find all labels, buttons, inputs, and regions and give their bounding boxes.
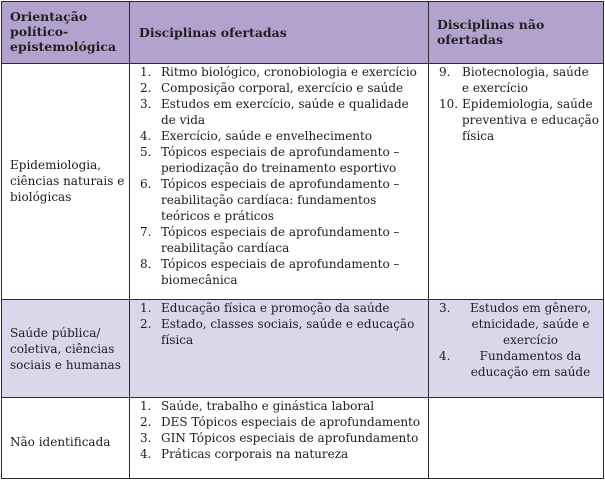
offered-cell [130, 63, 429, 299]
header-cell-not-offered [429, 1, 604, 63]
header-orientation-line-3: epistemológica [10, 39, 117, 54]
header-orientation-line-2: político- [10, 24, 69, 39]
not-offered-cell [429, 397, 604, 479]
not-offered-cell [429, 299, 604, 397]
row-divider [1, 397, 604, 398]
list-item: 1. Educação física e promoção da saúde [140, 301, 390, 315]
row-label-cell [1, 397, 130, 479]
list-item: 1. Saúde, trabalho e ginástica laboral [140, 399, 375, 413]
header-cell-offered [130, 1, 429, 63]
list-item: 2. Estado, classes sociais, saúde e educação física [140, 317, 415, 347]
list-item: 6. Tópicos especiais de aprofundamento – reabilitação cardíaca: fundamentos teóricos e práticos [140, 177, 400, 223]
row-label: Epidemiologia, ciências naturais e biológicas [10, 158, 125, 204]
list-item: 2. Composição corporal, exercício e saúde [140, 81, 404, 95]
list-item: 4. Exercício, saúde e envelhecimento [140, 129, 373, 143]
table-row-epidemiology [1, 63, 604, 299]
not-offered-list [437, 300, 599, 380]
list-item: 7. Tópicos especiais de aprofundamento – reabilitação cardíaca [140, 225, 400, 255]
list-item: 5. Tópicos especiais de aprofundamento – periodização do treinamento esportivo [140, 145, 400, 175]
offered-list [136, 64, 426, 288]
row-divider [1, 299, 604, 300]
offered-cell [130, 397, 429, 479]
header-not-offered-line-1: Disciplinas não [437, 17, 545, 32]
header-cell-orientation [1, 1, 130, 63]
offered-cell [130, 299, 429, 397]
list-item: 9. Biotecnologia, saúde e exercício [439, 65, 589, 95]
table-row-unidentified [1, 397, 604, 479]
table-row-public-health [1, 299, 604, 397]
header-offered-label: Disciplinas ofertadas [139, 25, 287, 40]
row-label: Não identificada [10, 435, 111, 449]
offered-list [136, 300, 426, 348]
list-item: 3. GIN Tópicos especiais de aprofundamento [140, 431, 419, 445]
list-item: 2. DES Tópicos especiais de aprofundamento [140, 415, 421, 429]
header-not-offered-line-2: ofertadas [437, 32, 504, 47]
header-orientation-line-1: Orientação [10, 9, 88, 24]
not-offered-list [437, 64, 599, 144]
not-offered-cell [429, 63, 604, 299]
row-label: Saúde pública/ coletiva, ciências sociais e humanas [10, 326, 121, 372]
list-item: 1. Ritmo biológico, cronobiologia e exercício [140, 65, 417, 79]
list-item: 4. Práticas corporais na natureza [140, 447, 349, 461]
list-item: 10. Epidemiologia, saúde preventiva e educação física [439, 97, 599, 143]
table-header-row [1, 1, 604, 63]
row-label-cell [1, 299, 130, 397]
table-top-border [1, 1, 604, 2]
row-label-cell [1, 63, 130, 299]
offered-list [136, 398, 426, 462]
row-divider [1, 63, 604, 64]
list-item: 3. Estudos em exercício, saúde e qualidade de vida [140, 97, 409, 127]
list-item: 3. Estudos em gênero, etnicidade, saúde e exercício [439, 301, 592, 347]
list-item: 4. Fundamentos da educação em saúde [439, 349, 591, 379]
table-bottom-border [1, 478, 604, 479]
list-item: 8. Tópicos especiais de aprofundamento – biomecânica [140, 257, 400, 287]
